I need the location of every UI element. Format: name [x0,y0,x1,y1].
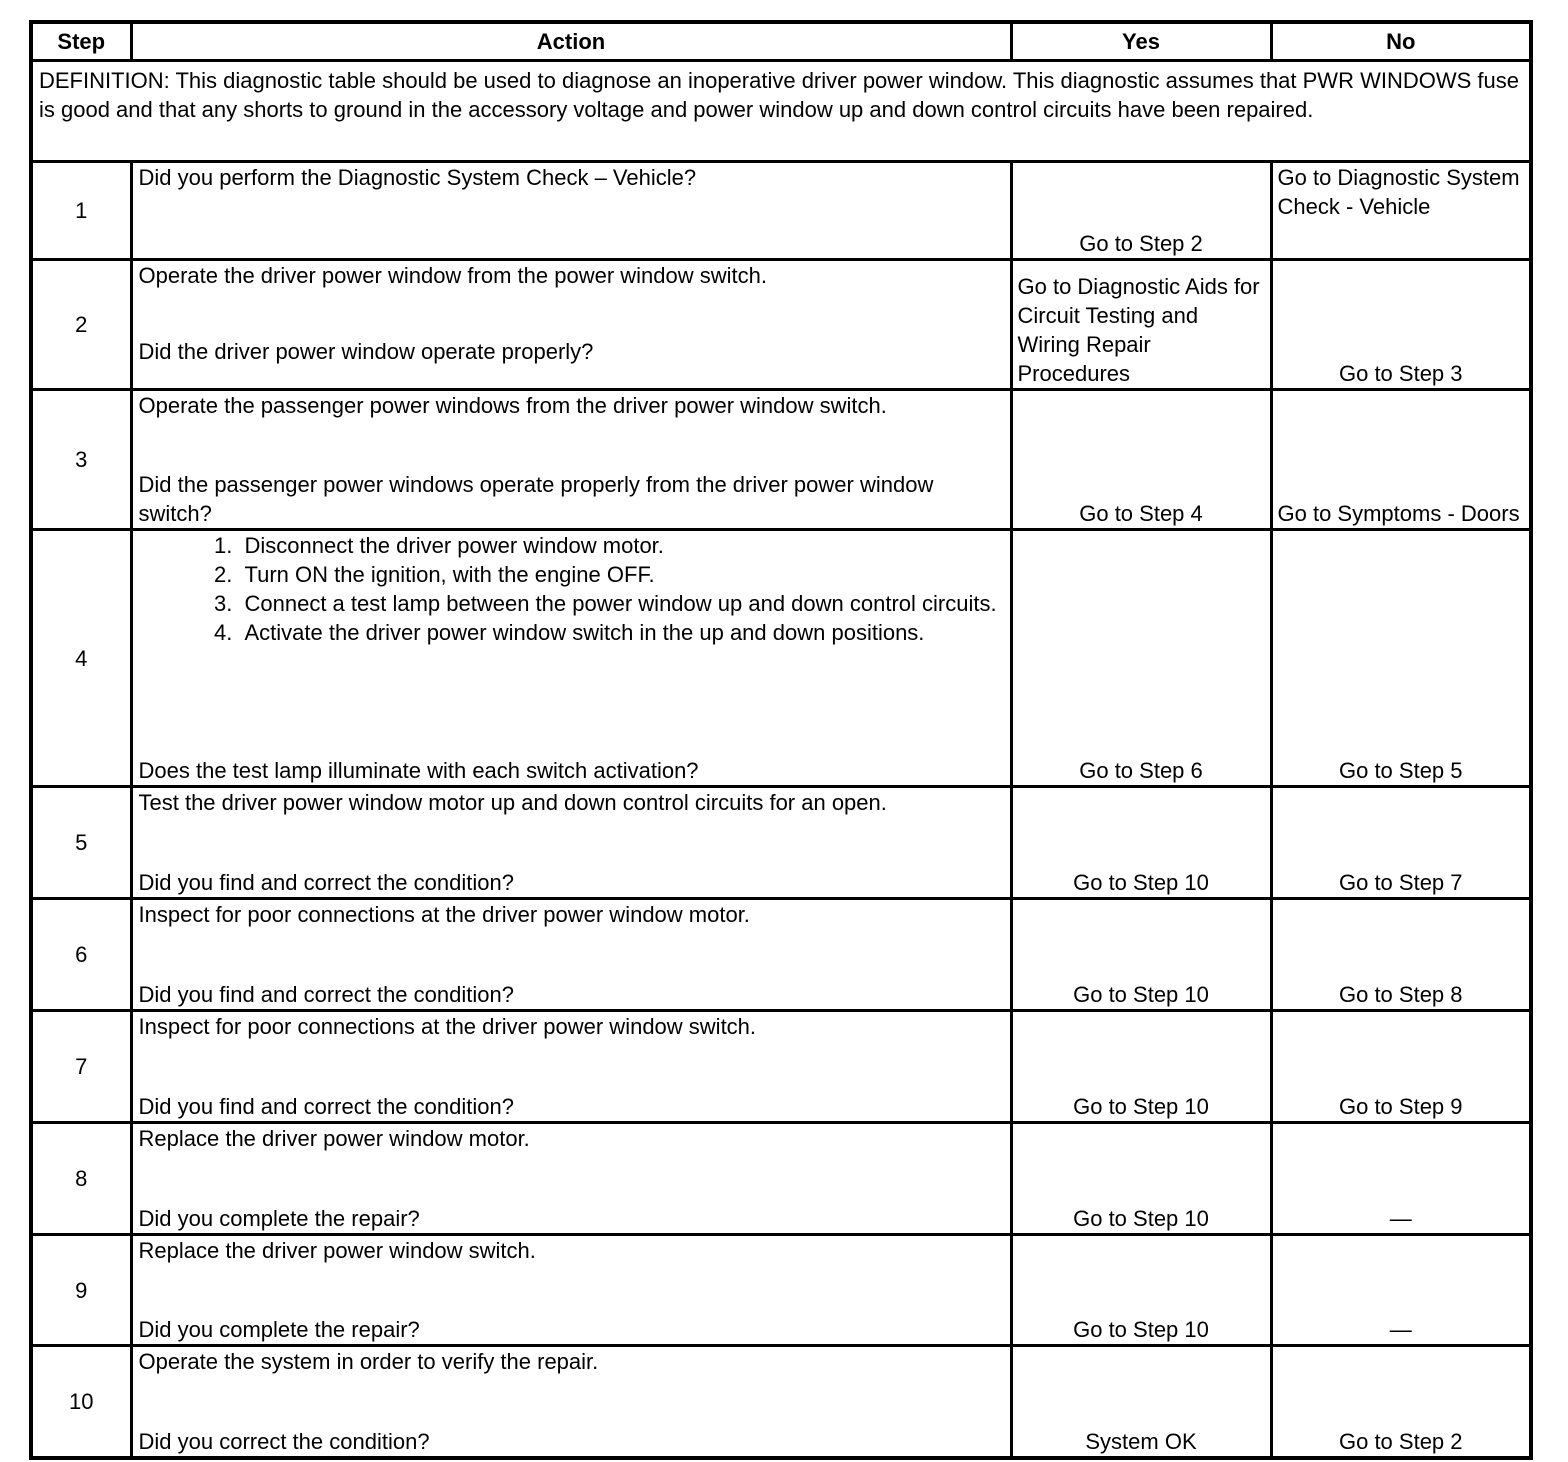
list-item: 3. Connect a test lamp between the power window up and down control circuits. [239,589,1004,618]
action-cell [139,261,1004,388]
action-question: Did you complete the repair? [138,1206,420,1231]
action-question: Does the test lamp illuminate with each switch activation? [138,758,699,783]
yes-result: Go to Step 10 [1011,899,1271,1011]
action-cell [139,1124,1004,1233]
no-result: — [1271,1235,1531,1346]
no-result: Go to Step 5 [1271,530,1531,787]
action-cell [139,1012,1004,1121]
definition-row [31,61,1531,162]
table-row [31,1235,1531,1346]
action-question: Did you complete the repair? [138,1317,420,1342]
no-result: Go to Symptoms - Doors [1271,390,1531,530]
action-cell [139,531,1004,785]
no-result: Go to Step 8 [1271,899,1531,1011]
table-row [31,162,1531,260]
yes-result: Go to Step 10 [1011,1123,1271,1235]
action-text: Operate the passenger power windows from the driver power window switch. [138,393,887,418]
table-row [31,1011,1531,1123]
table-row [31,260,1531,390]
yes-result: Go to Step 6 [1011,530,1271,787]
action-text: Test the driver power window motor up and down control circuits for an open. [138,790,887,815]
action-question: Did you find and correct the condition? [138,1094,514,1119]
action-cell [139,1236,1004,1344]
list-item: 4. Activate the driver power window switch in the up and down positions. [239,618,1004,647]
header-no: No [1271,22,1531,61]
step-number: 10 [31,1346,131,1459]
no-result: — [1271,1123,1531,1235]
table-row [31,787,1531,899]
header-yes: Yes [1011,22,1271,61]
table-row [31,1346,1531,1459]
yes-result: Go to Diagnostic Aids for Circuit Testing and Wiring Repair Procedures [1011,260,1271,390]
action-cell [139,788,1004,897]
action-text: Did you perform the Diagnostic System Check – Vehicle? [131,162,1011,260]
action-text: Inspect for poor connections at the driver power window motor. [138,902,750,927]
no-result: Go to Step 7 [1271,787,1531,899]
list-item: 2. Turn ON the ignition, with the engine OFF. [239,560,1004,589]
yes-result: Go to Step 10 [1011,1235,1271,1346]
yes-result: Go to Step 2 [1011,162,1271,260]
step-number: 3 [31,390,131,530]
action-question: Did the driver power window operate properly? [138,339,594,364]
no-result: Go to Step 9 [1271,1011,1531,1123]
header-row [31,22,1531,61]
action-question: Did you find and correct the condition? [138,982,514,1007]
yes-result: System OK [1011,1346,1271,1459]
action-question: Did you find and correct the condition? [138,870,514,895]
no-result: Go to Diagnostic System Check - Vehicle [1271,162,1531,260]
header-action: Action [131,22,1011,61]
list-item: 1. Disconnect the driver power window motor. [239,531,1004,560]
step-number: 2 [31,260,131,390]
step-number: 4 [31,530,131,787]
step-number: 7 [31,1011,131,1123]
diagnostic-table [29,20,1533,1460]
action-text: Replace the driver power window switch. [138,1238,536,1263]
table-row [31,1123,1531,1235]
yes-result: Go to Step 4 [1011,390,1271,530]
action-steps-list [139,531,1004,647]
no-result: Go to Step 2 [1271,1346,1531,1459]
action-cell [139,900,1004,1009]
table-row [31,899,1531,1011]
yes-result: Go to Step 10 [1011,1011,1271,1123]
header-step: Step [31,22,131,61]
action-text: Operate the driver power window from the power window switch. [138,263,767,288]
action-text: Replace the driver power window motor. [138,1126,530,1151]
action-cell [139,391,1004,528]
step-number: 6 [31,899,131,1011]
action-cell [139,1347,1004,1456]
no-result: Go to Step 3 [1271,260,1531,390]
step-number: 5 [31,787,131,899]
step-number: 8 [31,1123,131,1235]
table-row [31,390,1531,530]
action-text: Inspect for poor connections at the driver power window switch. [138,1014,757,1039]
table-row [31,530,1531,787]
step-number: 9 [31,1235,131,1346]
action-question: Did you correct the condition? [138,1429,430,1454]
definition-text: DEFINITION: This diagnostic table should be used to diagnose an inoperative driver power window. This diagnostic assumes that PWR WINDOWS fuse is good and that any shorts to ground in the accessory voltage and power window up and down control circuits have been repaired. [31,61,1531,162]
yes-result: Go to Step 10 [1011,787,1271,899]
action-text: Operate the system in order to verify the repair. [138,1349,599,1374]
action-question: Did the passenger power windows operate properly from the driver power window switch? [138,472,934,526]
step-number: 1 [31,162,131,260]
